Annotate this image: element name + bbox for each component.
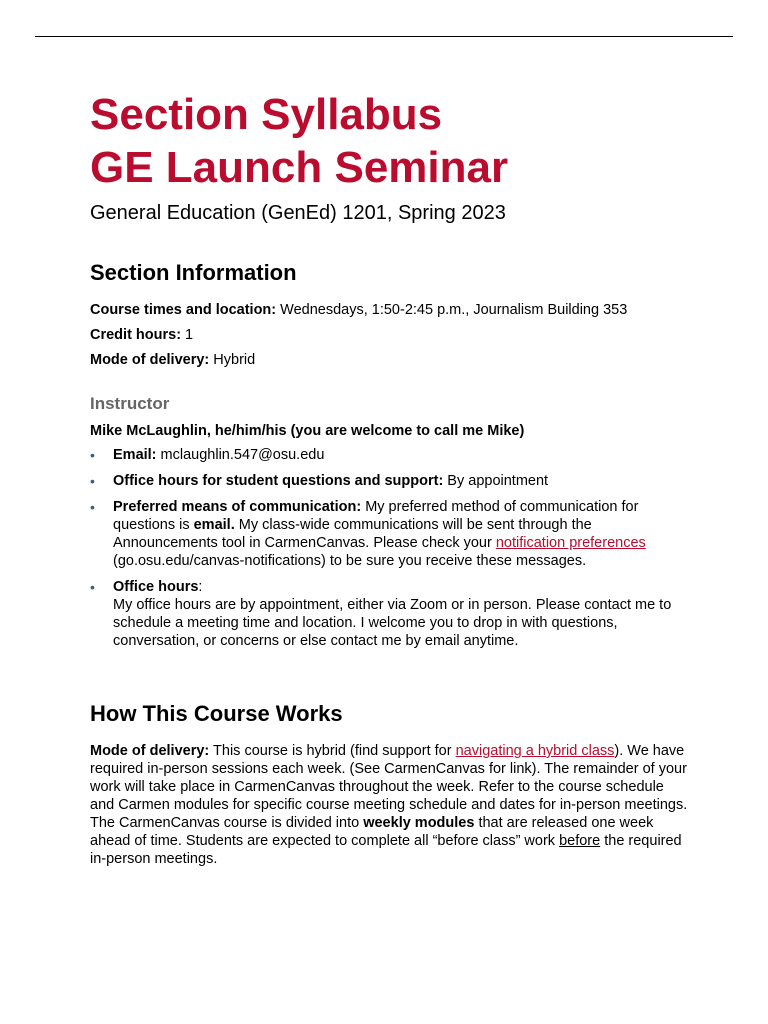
credit-hours-value: 1 <box>181 327 194 343</box>
bullet-icon: • <box>90 473 95 489</box>
instructor-name: Mike McLaughlin, he/him/his (you are welcome to call me Mike) <box>90 423 525 439</box>
course-works-text-4: the required in-person meetings. <box>90 833 682 867</box>
email-value: mclaughlin.547@osu.edu <box>156 447 325 463</box>
course-times-value: Wednesdays, 1:50-2:45 p.m., Journalism Building 353 <box>276 302 628 318</box>
title-line-2: GE Launch Seminar <box>90 143 509 192</box>
office-hours-label: Office hours <box>113 579 199 595</box>
email-label: Email: <box>113 447 157 463</box>
course-times-line <box>90 301 690 319</box>
office-hours-colon: : <box>198 579 203 595</box>
section-information-heading: Section Information <box>90 260 297 285</box>
course-works-text-3: that are released one week ahead of time. Students are expected to complete all “before class” work <box>90 815 654 849</box>
bullet-icon: • <box>90 579 95 595</box>
office-hours-text: My office hours are by appointment, either via Zoom or in person. Please contact me to schedule a meeting time and location. I welcome you to drop in with questions, conversation, or concerns or else contact me by email anytime. <box>113 597 672 649</box>
bullet-icon: • <box>90 447 95 463</box>
title-line-1: Section Syllabus <box>90 90 443 139</box>
credit-hours-line <box>90 326 690 344</box>
credit-hours-label: Credit hours: <box>90 327 182 343</box>
course-subtitle: General Education (GenEd) 1201, Spring 2023 <box>90 202 506 224</box>
course-works-paragraph <box>90 742 690 868</box>
course-works-text-1: This course is hybrid (find support for <box>209 743 456 759</box>
bullet-icon: • <box>90 499 95 515</box>
office-support-value: By appointment <box>443 473 549 489</box>
office-support-label: Office hours for student questions and support: <box>113 473 444 489</box>
course-times-label: Course times and location: <box>90 302 277 318</box>
course-works-text-2: ). We have required in-person sessions each week. (See CarmenCanvas for link). The remainder of your work will take place in CarmenCanvas throughout the week. Refer to the course schedule and Carmen modules for specific course meeting schedule and dates for in-person meetings. The CarmenCanvas course is divided into <box>90 743 688 831</box>
communication-text-1: My preferred method of communication for questions is <box>113 499 639 533</box>
list-item-office-support <box>90 472 690 490</box>
how-course-works-heading: How This Course Works <box>90 701 343 726</box>
list-item-communication <box>90 498 690 570</box>
mode-of-delivery-value: Hybrid <box>209 352 256 368</box>
notification-preferences-link[interactable]: notification preferences <box>495 535 646 551</box>
list-item-office-hours <box>90 578 690 650</box>
page-title <box>90 88 690 194</box>
weekly-modules-bold: weekly modules <box>363 815 475 831</box>
mode-of-delivery-line <box>90 351 690 369</box>
communication-text-3: (go.osu.edu/canvas-notifications) to be sure you receive these messages. <box>113 553 587 569</box>
communication-label: Preferred means of communication: <box>113 499 362 515</box>
communication-bold: email. <box>193 517 235 533</box>
mode-of-delivery-label: Mode of delivery: <box>90 352 210 368</box>
header-rule <box>35 36 733 37</box>
hybrid-class-link[interactable]: navigating a hybrid class <box>455 743 615 759</box>
communication-text-2: My class-wide communications will be sent through the Announcements tool in CarmenCanvas. Please check your <box>113 517 592 551</box>
instructor-heading: Instructor <box>90 394 170 413</box>
before-underlined: before <box>559 833 601 849</box>
syllabus-page <box>90 88 690 868</box>
list-item-email <box>90 446 690 464</box>
instructor-contact-list <box>90 446 690 650</box>
course-mode-label: Mode of delivery: <box>90 743 210 759</box>
